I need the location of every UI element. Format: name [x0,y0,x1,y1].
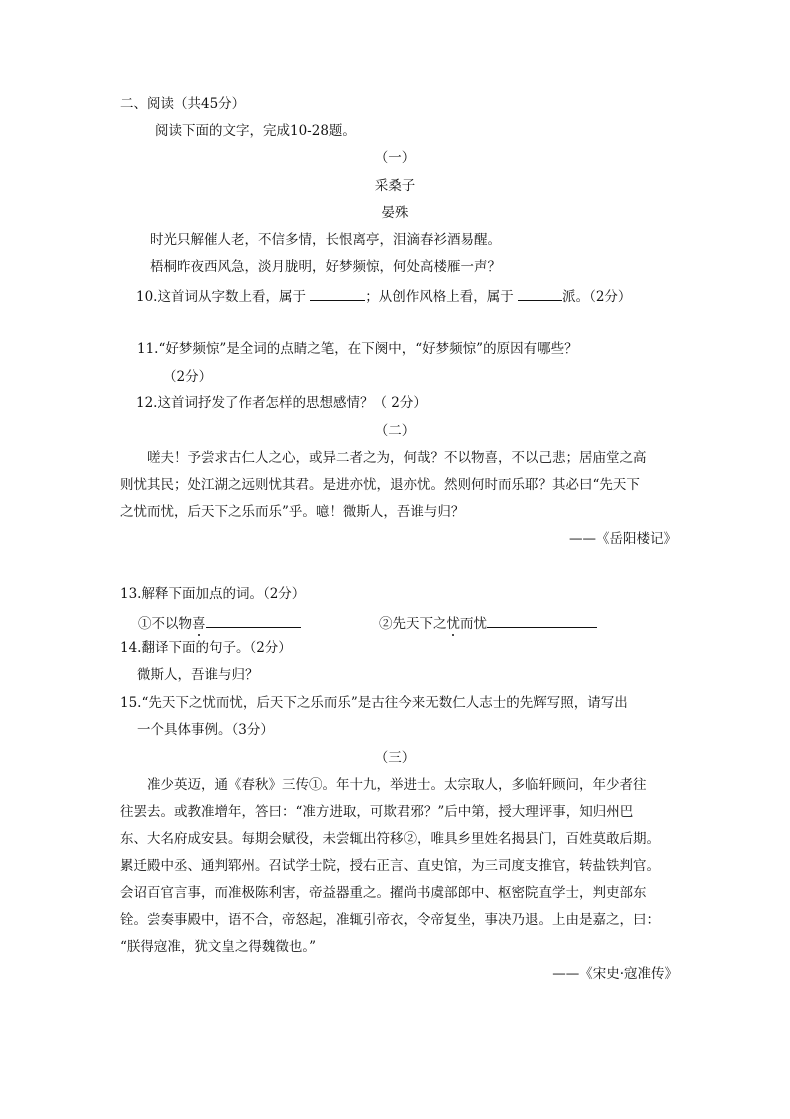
passage3-line-3: 东、大名府成安县。每期会赋役，未尝辄出符移②，唯具乡里姓名揭县门，百姓莫敢后期。 [120,831,660,847]
q13-item-2 [379,615,597,632]
passage3-line-5: 会诏百官言事，而准极陈利害，帝益器重之。擢尚书虞部郎中、枢密院直学士，判吏部东 [120,885,647,901]
q13-item-1 [138,615,301,632]
part1-label: （一） [374,150,416,166]
question-11-line-1: 11.“好梦频惊”是全词的点睛之笔，在下阕中，“好梦频惊”的原因有哪些？ [137,341,578,357]
passage3-line-7: “朕得寇准，犹文皇之得魏徵也。” [120,939,317,955]
section-heading: 二、阅读（共45分） [120,96,246,112]
question-13: 13.解释下面加点的词。（2分） [120,586,306,602]
q13-item-2-text: ②先天下之 [379,616,447,632]
passage3-line-4: 累迁殿中丞、通判郓州。召试学士院，授右正言、直史馆，为三司度支推官，转盐铁判官。 [120,858,660,874]
passage3-line-1: 准少英迈，通《春秋》三传①。年十九，举进士。太宗取人，多临轩顾问，年少者往 [147,777,647,793]
passage3-source: ——《宋史·寇准传》 [552,966,678,982]
instruction-text: 阅读下面的文字，完成10-28题。 [155,123,356,139]
part3-label: （三） [374,750,416,766]
q10-part-b: ；从创作风格上看，属于 [365,289,514,305]
passage2-line-1: 嗟夫！予尝求古仁人之心，或异二者之为，何哉？不以物喜，不以己悲；居庙堂之高 [147,450,647,466]
q10-answer-blank-1[interactable] [310,288,365,301]
question-12: 12.这首词抒发了作者怎样的思想感情？（ 2分） [136,395,427,411]
part2-label: （二） [374,423,416,439]
question-11-line-2: （2分） [163,369,213,385]
passage2-line-3: 之忧而忧，后天下之乐而乐”乎。噫！微斯人，吾谁与归？ [120,504,465,520]
q10-answer-blank-2[interactable] [518,288,562,301]
question-14: 14.翻译下面的句子。（2分） [120,640,292,656]
q10-part-c: 派。（2分） [562,289,632,305]
poem-line-1: 时光只解催人老，不信多情，长恨离亭，泪滴春衫酒易醒。 [150,232,501,248]
passage3-line-6: 铨。尝奏事殿中，语不合，帝怒起，准辄引帝衣，令帝复坐，事决乃退。上由是嘉之，曰： [120,912,660,928]
passage2-source: ——《岳阳楼记》 [569,531,677,547]
question-15-line-1: 15.“先天下之忧而忧，后天下之乐而乐”是古往今来无数仁人志士的先辉写照，请写出 [120,695,628,711]
question-10 [136,288,631,305]
q14-sentence: 微斯人，吾谁与归？ [137,667,259,683]
poem-line-2: 梧桐昨夜西风急，淡月胧明，好梦频惊，何处高楼雁一声？ [150,259,501,275]
poem-author: 晏殊 [381,205,409,221]
q13-item-2-dotted-char: 忧 [446,616,460,632]
q10-part-a: 10.这首词从字数上看，属于 [136,289,306,305]
q13-item-1-dotted-char: 喜 [192,616,206,632]
q13-item-1-text: ①不以物 [138,616,192,632]
q13-answer-blank-1[interactable] [206,615,301,628]
passage3-line-2: 往罢去。或教准增年，答曰：“准方进取，可欺君邪？”后中第，授大理评事，知归州巴 [120,804,634,820]
question-15-line-2: 一个具体事例。（3分） [137,722,274,738]
q13-item-2-suffix: 而忧 [460,616,487,632]
q13-answer-blank-2[interactable] [487,615,597,628]
poem-title: 采桑子 [374,178,416,194]
passage2-line-2: 则忧其民；处江湖之远则忧其君。是进亦忧，退亦忧。然则何时而乐耶？其必曰“先天下 [120,477,640,493]
